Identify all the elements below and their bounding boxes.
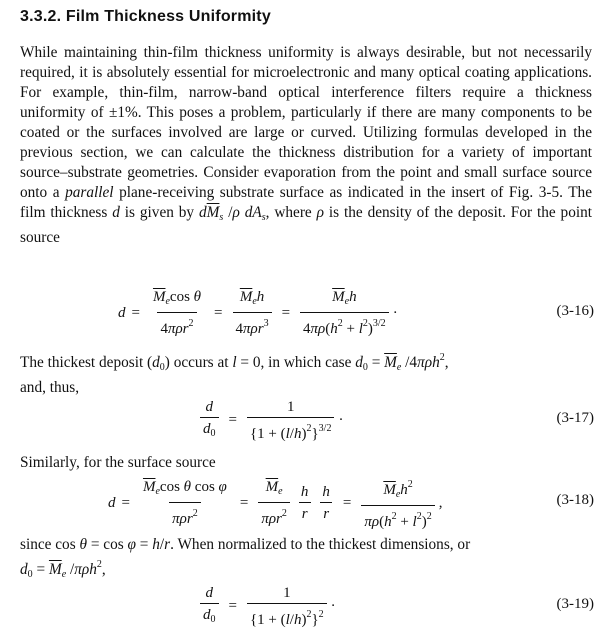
equation-3-19: $\frac{d}{d_0}$ = $\frac{1}{\{1 + (l/h)^2\}^2}$ · (3-19): [0, 578, 612, 634]
since-paragraph: since cos θ = cos φ = h/r. When normalized to the thickest dimensions, or $d_0 = \overline{M}_e$ /πρh$^2$,: [20, 536, 471, 580]
equation-3-18: d = $\frac{\overline{M}_e\cos \theta \cos \varphi}{\pi\rho r^2}$ = $\frac{\overline{M}_e}{\pi\rho r^2}$ $\frac{h}{r}$ $\frac{h}{r}$ = $\frac{\overline{M}_eh^2}{\pi\rho(h^2 + l^2)^2}$ , (3-18): [108, 478, 594, 530]
equation-3-17: $\frac{d}{d_0}$ = $\frac{1}{\{1 + (l/h)^2\}^{3/2}}$ · (3-17): [0, 392, 612, 448]
equation-number: (3-17): [556, 410, 594, 426]
surface-source-paragraph: Similarly, for the surface source: [20, 454, 216, 471]
intro-paragraph: While maintaining thin-film thickness uniformity is always desirable, but not necessarily required, it is absolutely essential for microelectronic and many optical coating applications. For example, thin-film, narrow-band optical interference filters require a thickness uniformity of ±1%. This poses a problem, particularly if there are many components to be coated or the surfaces involved are large or curved. Utilizing formulas developed in the previous section, we can calculate the thickness distribution for a variety of important source–substrate geometries. Consider evaporation from the point and small surface source onto a parallel plane-receiving substrate surface as indicated in the insert of Fig. 3-5. The film thickness d is given by $d\overline{M}_s$ /ρ $dA_s$, where ρ is the density of the deposit. For the point source: [20, 44, 592, 246]
equation-number: (3-16): [556, 303, 594, 319]
equation-number: (3-19): [556, 596, 594, 612]
equation-number: (3-18): [556, 492, 594, 508]
equation-3-16: d = $\frac{\overline{M}_e\cos \theta}{4\pi\rho r^2}$ = $\frac{\overline{M}_eh}{4\pi\rho r^3}$ = $\frac{\overline{M}_eh}{4\pi\rho(h^2 + l^2)^{3/2}}$ · (3-16): [118, 289, 594, 337]
thickest-deposit-paragraph: The thickest deposit $(d_0)$ occurs at l = 0, in which case $d_0 = \overline{M}_e$ /4πρh$^2$, and, thus,: [20, 352, 449, 396]
section-title: 3.3.2. Film Thickness Uniformity: [20, 8, 271, 25]
